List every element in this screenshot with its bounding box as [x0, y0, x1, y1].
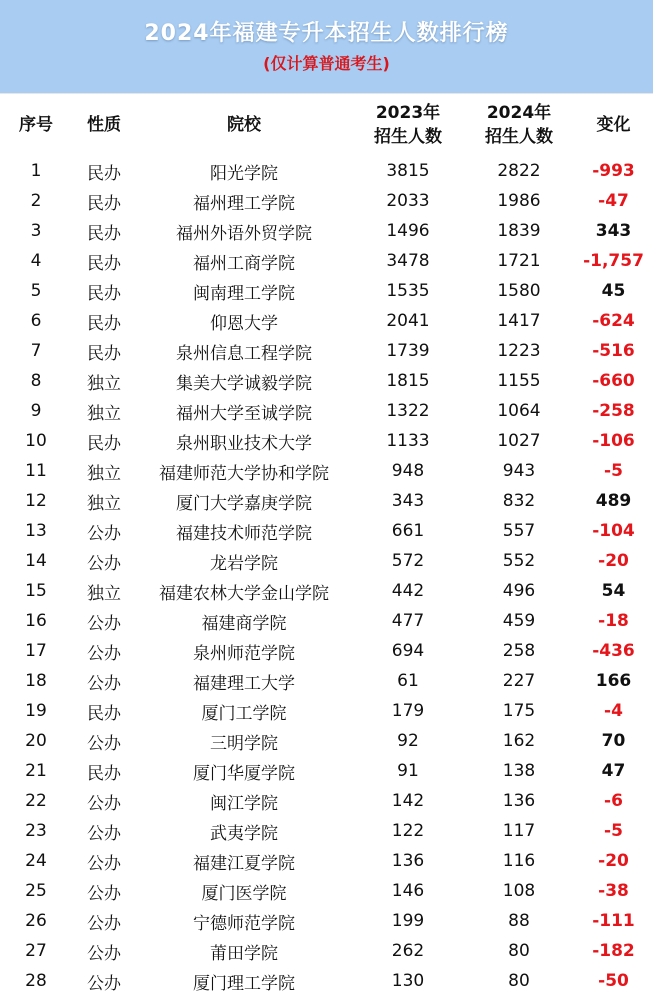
- school-cell: 宁德师范学院: [193, 913, 295, 934]
- enrollment-2024-cell: 1839: [497, 221, 541, 241]
- table-row: [0, 486, 653, 516]
- enrollment-2024-cell: 175: [502, 701, 536, 721]
- type-cell: 公办: [87, 733, 121, 754]
- rank-cell: 8: [30, 371, 42, 391]
- type-cell: 民办: [87, 163, 121, 184]
- enrollment-2024-cell: 1580: [497, 281, 541, 301]
- school-cell: 泉州职业技术大学: [176, 433, 312, 454]
- enrollment-2024-cell: 136: [502, 791, 536, 811]
- type-cell: 民办: [87, 283, 121, 304]
- enrollment-2023-cell: 661: [391, 521, 425, 541]
- rank-cell: 7: [30, 341, 42, 361]
- rank-cell: 19: [25, 701, 47, 721]
- enrollment-2024-cell: 88: [508, 911, 530, 931]
- rank-cell: 24: [25, 851, 47, 871]
- school-cell: 福建江夏学院: [193, 853, 295, 874]
- enrollment-2024-cell: 2822: [497, 161, 541, 181]
- enrollment-2024-cell: 258: [502, 641, 536, 661]
- enrollment-2024-cell: 116: [502, 851, 536, 871]
- rank-cell: 16: [25, 611, 47, 631]
- enrollment-2024-cell: 80: [508, 941, 530, 961]
- table-row: [0, 666, 653, 696]
- change-cell: -18: [598, 611, 629, 631]
- enrollment-2024-cell: 117: [502, 821, 536, 841]
- header-type: 性质: [87, 115, 121, 135]
- school-cell: 福州大学至诚学院: [176, 403, 312, 424]
- enrollment-2024-cell: 832: [502, 491, 536, 511]
- change-cell: -660: [592, 371, 635, 391]
- table-row: [0, 546, 653, 576]
- table-row: [0, 246, 653, 276]
- rank-cell: 2: [30, 191, 42, 211]
- change-cell: -5: [604, 461, 623, 481]
- rank-cell: 3: [30, 221, 42, 241]
- type-cell: 公办: [87, 913, 121, 934]
- enrollment-2024-cell: 162: [502, 731, 536, 751]
- school-cell: 阳光学院: [210, 163, 278, 184]
- school-cell: 厦门理工学院: [193, 973, 295, 994]
- change-cell: -182: [592, 941, 635, 961]
- table-row: [0, 936, 653, 966]
- enrollment-2023-cell: 1496: [386, 221, 430, 241]
- school-cell: 厦门华厦学院: [193, 763, 295, 784]
- change-cell: -20: [598, 851, 629, 871]
- type-cell: 民办: [87, 193, 121, 214]
- rank-cell: 26: [25, 911, 47, 931]
- table-header: [0, 93, 653, 156]
- type-cell: 独立: [87, 403, 121, 424]
- table-row: [0, 396, 653, 426]
- change-cell: -50: [598, 971, 629, 991]
- table-row: [0, 726, 653, 756]
- rank-cell: 15: [25, 581, 47, 601]
- rank-cell: 28: [25, 971, 47, 991]
- change-cell: -4: [604, 701, 623, 721]
- school-cell: 福建理工大学: [193, 673, 295, 694]
- change-cell: -104: [592, 521, 635, 541]
- change-cell: -5: [604, 821, 623, 841]
- table-row: [0, 426, 653, 456]
- enrollment-2023-cell: 694: [391, 641, 425, 661]
- rank-cell: 23: [25, 821, 47, 841]
- table-row: [0, 336, 653, 366]
- type-cell: 公办: [87, 883, 121, 904]
- change-cell: -624: [592, 311, 635, 331]
- table-row: [0, 366, 653, 396]
- enrollment-2024-cell: 557: [502, 521, 536, 541]
- rank-cell: 5: [30, 281, 42, 301]
- enrollment-2023-cell: 3478: [386, 251, 430, 271]
- type-cell: 公办: [87, 793, 121, 814]
- school-cell: 厦门医学院: [201, 883, 287, 904]
- header-2023-year: 2023年: [375, 103, 441, 123]
- school-cell: 福州工商学院: [193, 253, 295, 274]
- rank-cell: 1: [30, 161, 42, 181]
- enrollment-2024-cell: 80: [508, 971, 530, 991]
- enrollment-2023-cell: 142: [391, 791, 425, 811]
- table-row: [0, 756, 653, 786]
- change-cell: 343: [595, 221, 632, 241]
- enrollment-2024-cell: 459: [502, 611, 536, 631]
- header-2024: [464, 101, 574, 149]
- school-cell: 闽南理工学院: [193, 283, 295, 304]
- table-row: [0, 906, 653, 936]
- type-cell: 独立: [87, 463, 121, 484]
- type-cell: 公办: [87, 553, 121, 574]
- school-cell: 仰恩大学: [210, 313, 278, 334]
- header-change: 变化: [596, 115, 631, 135]
- type-cell: 民办: [87, 253, 121, 274]
- type-cell: 民办: [87, 223, 121, 244]
- school-cell: 泉州师范学院: [193, 643, 295, 664]
- rank-cell: 6: [30, 311, 42, 331]
- table-row: [0, 186, 653, 216]
- table-body: [0, 156, 653, 996]
- school-cell: 厦门工学院: [201, 703, 287, 724]
- type-cell: 民办: [87, 343, 121, 364]
- enrollment-2023-cell: 92: [397, 731, 419, 751]
- enrollment-2024-cell: 552: [502, 551, 536, 571]
- enrollment-2023-cell: 199: [391, 911, 425, 931]
- header-rank: 序号: [19, 115, 53, 135]
- change-cell: -106: [592, 431, 635, 451]
- school-cell: 集美大学诚毅学院: [176, 373, 312, 394]
- header-2023-label: 招生人数: [374, 127, 442, 147]
- table-row: [0, 636, 653, 666]
- enrollment-2024-cell: 1986: [497, 191, 541, 211]
- enrollment-2024-cell: 1721: [497, 251, 541, 271]
- enrollment-2023-cell: 948: [391, 461, 425, 481]
- school-cell: 福建商学院: [201, 613, 287, 634]
- header-2023: [352, 101, 464, 149]
- type-cell: 公办: [87, 613, 121, 634]
- school-cell: 福州外语外贸学院: [176, 223, 312, 244]
- enrollment-2023-cell: 343: [391, 491, 425, 511]
- table-row: [0, 456, 653, 486]
- change-cell: -993: [592, 161, 635, 181]
- enrollment-2023-cell: 1535: [386, 281, 430, 301]
- rank-cell: 21: [25, 761, 47, 781]
- school-cell: 莆田学院: [210, 943, 278, 964]
- enrollment-2024-cell: 1027: [497, 431, 541, 451]
- table-row: [0, 786, 653, 816]
- change-cell: 70: [601, 731, 626, 751]
- change-cell: -38: [598, 881, 629, 901]
- change-cell: -1,757: [583, 251, 644, 271]
- enrollment-2023-cell: 442: [391, 581, 425, 601]
- rank-cell: 4: [30, 251, 42, 271]
- enrollment-2023-cell: 2041: [386, 311, 430, 331]
- enrollment-2024-cell: 108: [502, 881, 536, 901]
- enrollment-2023-cell: 179: [391, 701, 425, 721]
- rank-cell: 20: [25, 731, 47, 751]
- enrollment-2024-cell: 138: [502, 761, 536, 781]
- rank-cell: 22: [25, 791, 47, 811]
- rank-cell: 14: [25, 551, 47, 571]
- title-banner: [0, 0, 653, 93]
- enrollment-2023-cell: 2033: [386, 191, 430, 211]
- change-cell: -516: [592, 341, 635, 361]
- school-cell: 闽江学院: [210, 793, 278, 814]
- type-cell: 公办: [87, 523, 121, 544]
- school-cell: 泉州信息工程学院: [176, 343, 312, 364]
- table-row: [0, 966, 653, 996]
- table-row: [0, 156, 653, 186]
- change-cell: -47: [598, 191, 629, 211]
- rank-cell: 18: [25, 671, 47, 691]
- school-cell: 福州理工学院: [193, 193, 295, 214]
- change-cell: -436: [592, 641, 635, 661]
- type-cell: 民办: [87, 763, 121, 784]
- enrollment-2023-cell: 1815: [386, 371, 430, 391]
- header-2024-year: 2024年: [486, 103, 552, 123]
- rank-cell: 10: [25, 431, 47, 451]
- table-row: [0, 276, 653, 306]
- table-row: [0, 216, 653, 246]
- table-row: [0, 306, 653, 336]
- type-cell: 民办: [87, 313, 121, 334]
- page-title: 2024年福建专升本招生人数排行榜: [144, 21, 509, 46]
- enrollment-2023-cell: 136: [391, 851, 425, 871]
- table-row: [0, 876, 653, 906]
- type-cell: 公办: [87, 673, 121, 694]
- rank-cell: 17: [25, 641, 47, 661]
- table-row: [0, 606, 653, 636]
- rank-cell: 27: [25, 941, 47, 961]
- change-cell: -6: [604, 791, 623, 811]
- enrollment-2023-cell: 61: [397, 671, 419, 691]
- rank-cell: 12: [25, 491, 47, 511]
- change-cell: 489: [595, 491, 632, 511]
- type-cell: 公办: [87, 853, 121, 874]
- enrollment-2023-cell: 91: [397, 761, 419, 781]
- enrollment-2024-cell: 1223: [497, 341, 541, 361]
- table-row: [0, 696, 653, 726]
- change-cell: 166: [595, 671, 632, 691]
- rank-cell: 25: [25, 881, 47, 901]
- enrollment-2023-cell: 122: [391, 821, 425, 841]
- enrollment-2024-cell: 227: [502, 671, 536, 691]
- enrollment-2024-cell: 1417: [497, 311, 541, 331]
- school-cell: 厦门大学嘉庚学院: [176, 493, 312, 514]
- enrollment-2023-cell: 1739: [386, 341, 430, 361]
- school-cell: 福建农林大学金山学院: [159, 583, 329, 604]
- enrollment-2024-cell: 496: [502, 581, 536, 601]
- type-cell: 民办: [87, 433, 121, 454]
- enrollment-2024-cell: 1064: [497, 401, 541, 421]
- enrollment-2023-cell: 572: [391, 551, 425, 571]
- type-cell: 公办: [87, 823, 121, 844]
- enrollment-2023-cell: 477: [391, 611, 425, 631]
- enrollment-2023-cell: 1322: [386, 401, 430, 421]
- change-cell: 45: [601, 281, 626, 301]
- header-school: 院校: [227, 115, 261, 135]
- rank-cell: 9: [30, 401, 42, 421]
- enrollment-2023-cell: 130: [391, 971, 425, 991]
- table-row: [0, 516, 653, 546]
- table-row: [0, 846, 653, 876]
- type-cell: 公办: [87, 643, 121, 664]
- type-cell: 独立: [87, 493, 121, 514]
- rank-cell: 11: [25, 461, 47, 481]
- change-cell: -111: [592, 911, 635, 931]
- school-cell: 福建师范大学协和学院: [159, 463, 329, 484]
- type-cell: 独立: [87, 583, 121, 604]
- type-cell: 独立: [87, 373, 121, 394]
- page-subtitle: (仅计算普通考生): [263, 54, 390, 73]
- school-cell: 福建技术师范学院: [176, 523, 312, 544]
- rank-cell: 13: [25, 521, 47, 541]
- table-row: [0, 576, 653, 606]
- enrollment-2024-cell: 943: [502, 461, 536, 481]
- school-cell: 武夷学院: [210, 823, 278, 844]
- header-2024-label: 招生人数: [485, 127, 553, 147]
- enrollment-2023-cell: 262: [391, 941, 425, 961]
- type-cell: 公办: [87, 973, 121, 994]
- change-cell: 54: [601, 581, 626, 601]
- enrollment-2023-cell: 146: [391, 881, 425, 901]
- change-cell: -20: [598, 551, 629, 571]
- type-cell: 民办: [87, 703, 121, 724]
- school-cell: 龙岩学院: [210, 553, 278, 574]
- change-cell: -258: [592, 401, 635, 421]
- enrollment-2023-cell: 1133: [386, 431, 430, 451]
- change-cell: 47: [601, 761, 626, 781]
- type-cell: 公办: [87, 943, 121, 964]
- enrollment-2023-cell: 3815: [386, 161, 430, 181]
- school-cell: 三明学院: [210, 733, 278, 754]
- table-row: [0, 816, 653, 846]
- enrollment-2024-cell: 1155: [497, 371, 541, 391]
